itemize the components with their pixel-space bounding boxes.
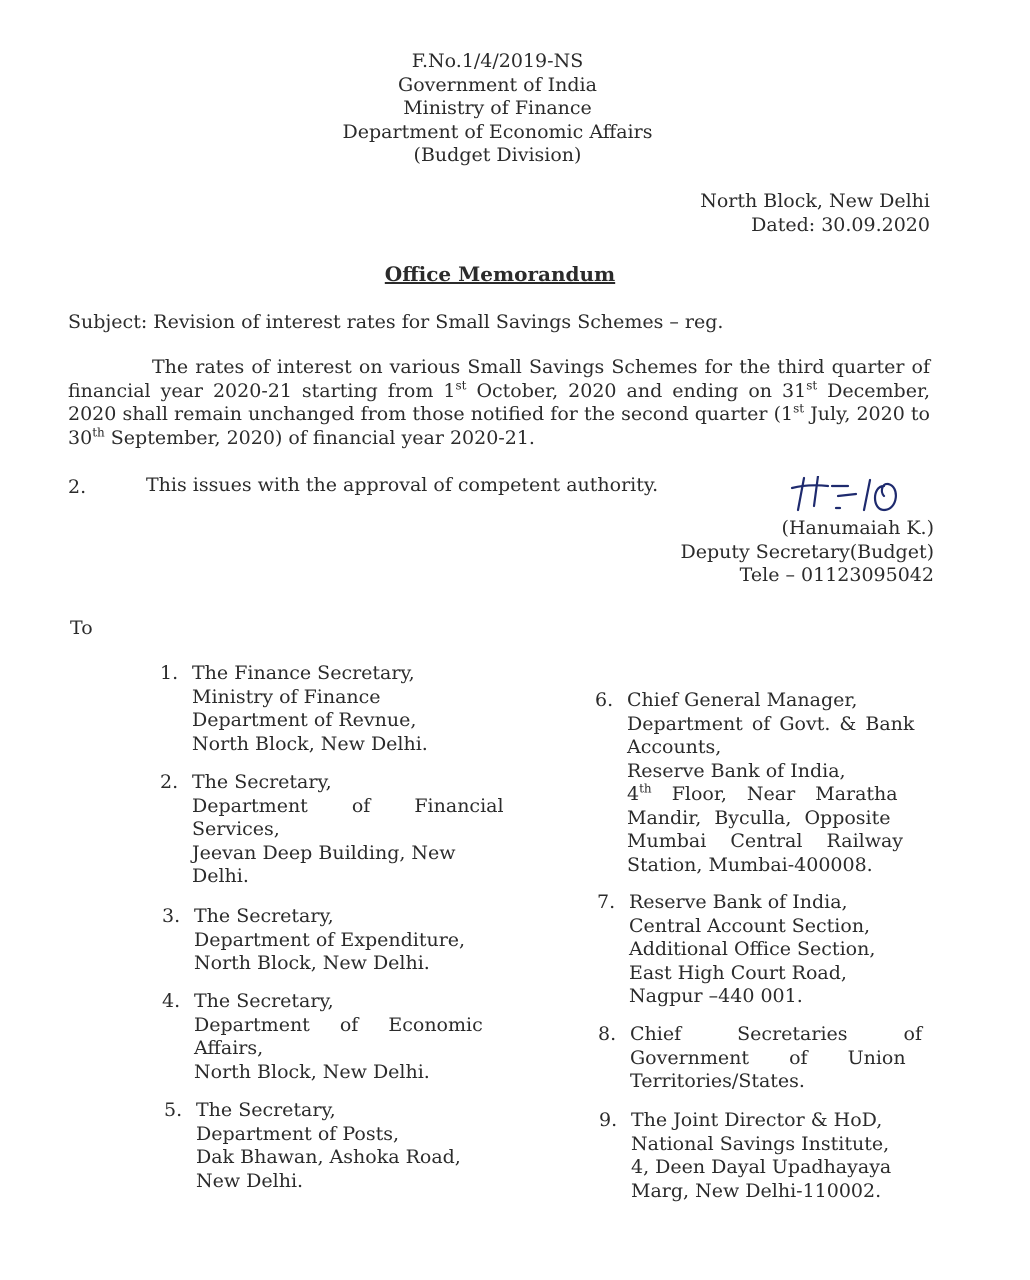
- signatory-designation: Deputy Secretary(Budget): [680, 540, 934, 563]
- subject-line: Subject: Revision of interest rates for Small Savings Schemes – reg.: [68, 311, 724, 333]
- division-name: (Budget Division): [413, 144, 582, 166]
- handwritten-signature: [788, 476, 918, 520]
- signatory-name: (Hanumaiah K.): [781, 517, 934, 539]
- location: North Block, New Delhi: [700, 190, 930, 212]
- signatory-telephone: Tele – 01123095042: [739, 564, 934, 586]
- office-memorandum-page: F.No.1/4/2019-NS Government of India Ministry of Finance Department of Economic Affairs (Budget Division) North Block, New Delhi Dated: 30.09.2020 Office Memorandum Subject: Revision of interest rates for Small Savings Schemes – reg. The rates of interest on various Small Savings Schemes for the third quarter of financial year 2020-21 starting from 1st October, 2020 and ending on 31st December, 2020 shall remain unchanged from those notified for the second quarter (1st July, 2020 to 30th September, 2020) of financial year 2020-21. 2. This issues with the approval of competent authority. (Hanumaiah K.) Deputy Secretary(Budget) Tele – 01123095042 To 1. The Finance Secretary, Ministry of Finance Department of Revnue, North Block, New Delhi. 2. The Secretary, Department of Financial Services, Jeevan Deep Building, New Delhi. 3. The Secretary, Department of Expenditure, North Block, New Delhi. 4. The Secretary, Department of Economic Affairs, North Block, New Delhi. 5. The Secretary, Department of Posts, Dak Bhawan, Ashoka Road, New Delhi. 6. Chief General Manager, Department of Govt. & Bank Accounts, Reserve Bank of India, 4th Floor, Near Maratha Mandir, Byculla, Opposite Mumbai Central Railway Station, Mumbai-400008. 7. Reserve Bank of India, Central Account Section, Additional Office Section, East High Court Road, Nagpur –440 001. 8. Chief Secretaries of Government of Union Territories/States. 9. The Joint Director & HoD, National Savings Institute, 4, Deen Dayal Upadhayaya Marg, New Delhi-110002.: [0, 0, 1030, 1280]
- letterhead: [300, 50, 695, 168]
- government-name: Government of India: [398, 73, 597, 96]
- file-number: F.No.1/4/2019-NS: [411, 50, 584, 72]
- document-title: Office Memorandum: [384, 262, 616, 286]
- paragraph-1: The rates of interest on various Small Savings Schemes for the third quarter of financial year 2020-21 starting from 1st October, 2020 and ending on 31st December, 2020 shall remain unchanged from those notified for the second quarter (1st July, 2020 to 30th September, 2020) of financial year 2020-21.: [68, 356, 930, 449]
- date: Dated: 30.09.2020: [751, 213, 930, 236]
- ministry-name: Ministry of Finance: [403, 97, 592, 119]
- paragraph-2-number: 2.: [68, 476, 87, 498]
- place-and-date: [700, 190, 930, 237]
- signatory-block: [680, 517, 934, 588]
- to-label: To: [70, 617, 93, 639]
- paragraph-2-text: This issues with the approval of competent authority.: [146, 474, 659, 496]
- department-name: Department of Economic Affairs: [342, 120, 653, 143]
